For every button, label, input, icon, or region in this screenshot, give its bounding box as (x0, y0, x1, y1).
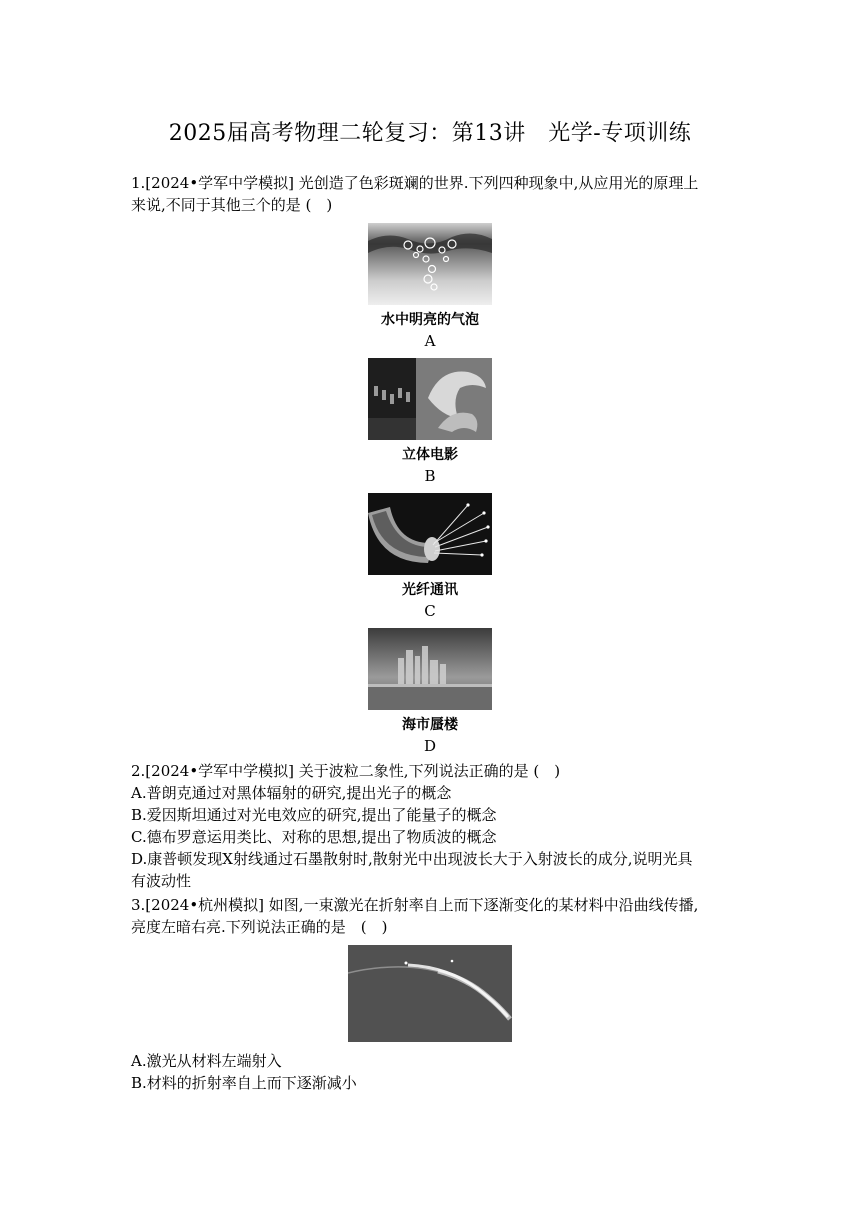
q2-stem: 2.[2024•学军中学模拟] 关于波粒二象性,下列说法正确的是 ( ) (131, 762, 561, 780)
q3-stem-line1: 3.[2024•杭州模拟] 如图,一束激光在折射率自上而下逐渐变化的某材料中沿曲线传播, (131, 896, 699, 914)
option-d-label: D (423, 737, 437, 755)
q2-option-d-line2: 有波动性 (131, 872, 192, 890)
q3-stem-line2: 亮度左暗右亮.下列说法正确的是 ( ) (131, 918, 388, 936)
option-b-caption: 立体电影 (402, 447, 458, 463)
option-b-image (368, 358, 492, 440)
option-a-label: A (424, 332, 436, 350)
option-c-label: C (424, 602, 436, 620)
q3-option-a: A.激光从材料左端射入 (131, 1052, 282, 1070)
page-title: 2025届高考物理二轮复习：第13讲 光学-专项训练 (168, 121, 692, 146)
option-c-caption: 光纤通讯 (402, 582, 458, 598)
option-b-label: B (424, 467, 436, 485)
q2-option-a: A.普朗克通过对黑体辐射的研究,提出光子的概念 (131, 784, 452, 802)
option-a-caption: 水中明亮的气泡 (381, 312, 479, 328)
q1-stem-line1: 1.[2024•学军中学模拟] 光创造了色彩斑斓的世界.下列四种现象中,从应用光的原理上 (131, 174, 699, 192)
q2-option-b: B.爱因斯坦通过对光电效应的研究,提出了能量子的概念 (131, 806, 497, 824)
q3-option-b: B.材料的折射率自上而下逐渐减小 (131, 1074, 357, 1092)
option-d-caption: 海市蜃楼 (402, 717, 458, 733)
q1-stem-line2: 来说,不同于其他三个的是 ( ) (131, 196, 333, 214)
q2-option-c: C.德布罗意运用类比、对称的思想,提出了物质波的概念 (131, 828, 497, 846)
option-d-image (368, 628, 492, 710)
q2-option-d-line1: D.康普顿发现X射线通过石墨散射时,散射光中出现波长大于入射波长的成分,说明光具 (131, 850, 693, 868)
option-a-image (368, 223, 492, 305)
option-c-image (368, 493, 492, 575)
q3-laser-image (348, 945, 512, 1042)
